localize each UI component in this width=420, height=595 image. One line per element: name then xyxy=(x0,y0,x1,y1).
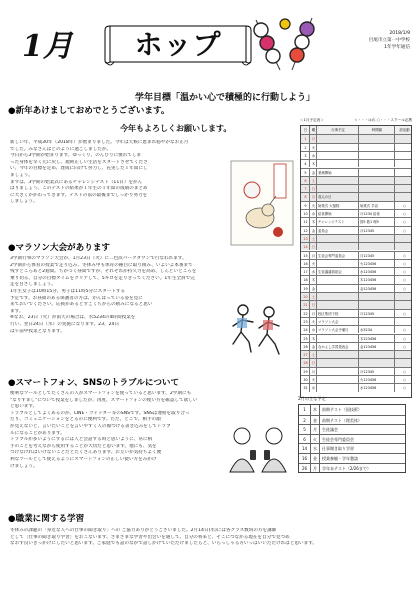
calendar-cell xyxy=(316,301,358,308)
body-line: に大きくかかわってきます。テストの前の最後までしっかり努力を xyxy=(10,192,148,198)
calendar-cell: 金 xyxy=(309,169,316,176)
calendar-cell: 26 xyxy=(303,344,308,349)
body-line: しましょう。 xyxy=(10,199,38,205)
calendar-cell xyxy=(358,177,394,184)
calendar-cell: 金 xyxy=(309,227,316,234)
calendar-cell: なかよし学習発表会 xyxy=(316,343,358,350)
calendar-cell xyxy=(316,135,358,142)
calendar-row xyxy=(301,334,411,342)
calendar-cell xyxy=(316,185,358,192)
calendar-cell: 国5 数1 理5 xyxy=(358,218,394,225)
body-line: たり、コミュニケーションをとるのに便利です。ただ、どこで、相手の顔 xyxy=(10,417,161,423)
body-line: 乗り切る、自分の目標タイムをクリアして、5キロを走りきってください。1年生全員で完 xyxy=(10,275,195,281)
body-line: 予定です。お昼間のある保護者の方は、がんばっている姿を見に xyxy=(10,295,143,301)
calendar-cell: 火123456 xyxy=(358,260,394,267)
calendar-cell: 17 xyxy=(303,270,308,275)
calendar-cell: 給食開始 xyxy=(316,210,358,217)
calendar-row xyxy=(301,134,411,142)
calendar-cell: 木 xyxy=(309,160,316,167)
calendar-cell xyxy=(358,359,394,366)
calendar-row xyxy=(301,300,411,308)
calendar-row xyxy=(301,242,411,250)
body-line: 今日から3学期が始まります。ゆっくり、のんびりに慣れてしま xyxy=(10,153,142,159)
calendar-row xyxy=(301,358,411,366)
body-line: として［仕事の聞き取り学習］をおこないます。さまざまな学習や出会いを通して、自分の将来と、そこにつながる現在を自分で見つめ xyxy=(10,534,290,540)
calendar-cell xyxy=(316,260,358,267)
school-name: 目尾市立第一中学校 xyxy=(368,38,410,43)
calendar-cell: 金123456 xyxy=(358,285,394,292)
schedule-cell: 月 xyxy=(311,464,320,473)
schedule-cell: 学年末テスト（2/26まで） xyxy=(322,465,371,471)
calendar-cell: 4 xyxy=(304,162,307,167)
body-line: 走を目ざしましょう。 xyxy=(10,282,56,288)
issue-date: 2018/1/9 xyxy=(389,31,410,36)
calendar-cell xyxy=(358,235,394,242)
calendar-cell: 水123456 xyxy=(358,384,394,391)
calendar-cell xyxy=(358,301,394,308)
calendar-row xyxy=(301,209,411,217)
february-schedule-title: 2月の主な予定 xyxy=(298,396,326,401)
body-line: い。今年の目標を定め、達成に向けて努力し、充実した１年間にし xyxy=(10,166,148,172)
calendar-cell: 13 xyxy=(303,236,308,241)
calendar-cell xyxy=(316,351,358,358)
calendar-cell: ○ xyxy=(394,252,413,259)
calendar-cell xyxy=(358,135,394,142)
calendar-row xyxy=(301,309,411,317)
calendar-cell xyxy=(316,293,358,300)
schedule-cell: 金 xyxy=(311,416,320,425)
calendar-cell xyxy=(394,152,413,159)
body-line: なおす良いきっかけにしたいと思います。ご家庭でも話のなかで話しかけていただけましたらと、いらっしゃる方いっぱいいただければと思います。 xyxy=(10,541,318,547)
calendar-cell: ○ xyxy=(394,384,413,391)
body-line: ルになることがあります。 xyxy=(10,430,65,436)
body-line: った身体を早く元に戻し、規則正しい生活をスタートさせてくださ xyxy=(10,159,148,165)
calendar-cell xyxy=(394,359,413,366)
schedule-cell: 5 xyxy=(299,425,311,434)
calendar-header-row xyxy=(301,126,411,134)
schedule-cell: 2 xyxy=(299,416,311,425)
body-line: と思います。 xyxy=(10,404,38,410)
calendar-cell: 月 xyxy=(309,310,316,317)
calendar-row xyxy=(301,159,411,167)
calendar-row xyxy=(301,367,411,375)
calendar-cell xyxy=(358,144,394,151)
calendar-cell: 水123456 xyxy=(358,268,394,275)
calendar-cell xyxy=(394,160,413,167)
calendar-cell: 27 xyxy=(303,353,308,358)
calendar-row xyxy=(301,342,411,350)
calendar-cell: 日 xyxy=(309,301,316,308)
career-body xyxy=(10,528,414,548)
body-line: 3学期行事のマラソン大会が、1月23日（火）に二色浜パークタウンで行なわれます。 xyxy=(10,256,187,261)
calendar-cell: 28 xyxy=(303,361,308,366)
calendar-row xyxy=(301,325,411,333)
calendar-row xyxy=(301,143,411,151)
calendar-row xyxy=(301,176,411,184)
calendar-cell xyxy=(316,359,358,366)
calendar-cell: 25 xyxy=(303,336,308,341)
calendar-cell xyxy=(358,169,394,176)
calendar-cell xyxy=(394,351,413,358)
calendar-cell: 水 xyxy=(309,268,316,275)
calendar-cell: 20 xyxy=(303,295,308,299)
calendar-cell: 22 xyxy=(303,311,308,316)
schedule-cell: 26 xyxy=(299,464,311,473)
new-year-card-illustration xyxy=(230,160,294,246)
calendar-cell: 土 xyxy=(309,351,316,358)
schedule-cell: 14 xyxy=(299,444,311,453)
calendar-cell: 土 xyxy=(309,177,316,184)
calendar-cell: ○ xyxy=(394,276,413,283)
issue-month: 1月 xyxy=(22,29,73,64)
calendar-cell xyxy=(394,243,413,250)
schedule-cell: 前期テスト（理美体） xyxy=(322,417,362,423)
body-line: 行い、翌日24日（水）の実施になります。23、24日 xyxy=(10,321,120,327)
calendar-cell: 水 xyxy=(309,326,316,333)
grade-motto: 学年目標「温かい心で積極的に行動しよう」 xyxy=(134,93,315,103)
smartphone-heading: ●スマートフォン、SNSのトラブルについて xyxy=(8,378,180,388)
body-line: 2学期から体育の授業で走り込み、冬休み中も体育の種目に取り組み、いよいよ本番まで xyxy=(10,262,193,268)
calendar-row xyxy=(301,317,411,325)
newsletter-title: ホップ xyxy=(134,28,222,61)
calendar-cell xyxy=(316,243,358,250)
calendar-row xyxy=(301,383,411,391)
calendar-cell: 月12345 xyxy=(358,252,394,259)
calendar-row xyxy=(301,275,411,283)
calendar-cell xyxy=(358,351,394,358)
calendar-cell: 水 xyxy=(309,384,316,391)
schedule-cell: 6 xyxy=(299,435,311,444)
schedule-cell: 月 xyxy=(311,425,320,434)
schedule-row xyxy=(299,434,405,444)
calendar-cell: 24 xyxy=(303,328,308,333)
calendar-row xyxy=(301,375,411,383)
schedule-row xyxy=(299,443,405,453)
calendar-cell xyxy=(394,301,413,308)
calendar-cell: 金 xyxy=(309,343,316,350)
calendar-cell: 木123456 xyxy=(358,276,394,283)
body-line: でした。みなさんはどのように過ごしましたか。 xyxy=(10,146,112,152)
schedule-cell: 水 xyxy=(311,444,320,453)
schedule-cell: 木 xyxy=(311,405,320,415)
calendar-header-cell: 行事予定 xyxy=(316,126,358,134)
calendar-cell xyxy=(316,376,358,383)
calendar-cell xyxy=(316,144,358,151)
calendar-cell: 12 xyxy=(303,228,308,233)
calendar-cell xyxy=(394,293,413,300)
calendar-cell: ○ xyxy=(394,368,413,375)
calendar-cell: 木 xyxy=(309,335,316,342)
calendar-cell: 木123456 xyxy=(358,335,394,342)
runners-illustration xyxy=(225,300,295,362)
calendar-cell: 日 xyxy=(309,243,316,250)
schedule-cell: 火 xyxy=(311,435,320,444)
calendar-cell xyxy=(358,243,394,250)
calendar-cell: 16 xyxy=(303,261,308,266)
calendar-row xyxy=(301,259,411,267)
calendar-cell: マラソン大会 xyxy=(316,318,358,325)
calendar-cell: ○ xyxy=(394,326,413,333)
body-line: 残すところあと2週間。ちかづく昼間ですが、それぞれが持久力を高め、しんどいところを xyxy=(10,269,197,275)
calendar-cell: 土 xyxy=(309,293,316,300)
calendar-cell: 18 xyxy=(303,278,308,283)
calendar-cell: ○ xyxy=(394,310,413,317)
calendar-cell: 19 xyxy=(303,286,308,291)
body-line: ばりましょう。このテストの結果が１年生の１年間の成績のまとめ xyxy=(10,186,148,192)
calendar-cell: 木 xyxy=(309,218,316,225)
calendar-cell: 14 xyxy=(303,245,308,250)
calendar-cell: 8 xyxy=(304,195,307,200)
calendar-cell: ○ xyxy=(394,335,413,342)
body-line: トラブルとしてよくあるのが、LINE・ツイッター等のSNSです。SNSは連絡を取り合っ xyxy=(10,410,190,416)
calendar-cell xyxy=(316,384,358,391)
calendar-row xyxy=(301,350,411,358)
calendar-cell: 日 xyxy=(309,359,316,366)
calendar-cell xyxy=(316,235,358,242)
january-calendar xyxy=(300,125,412,398)
calendar-cell: 校区集団下校 xyxy=(316,310,358,317)
calendar-header-cell: 部活動 xyxy=(394,126,413,134)
schedule-row xyxy=(299,453,405,463)
calendar-cell xyxy=(358,318,394,325)
newyear-heading: ●新年あけましておめでとうございます。 xyxy=(8,106,170,116)
calendar-cell: チャレンジテスト xyxy=(316,218,358,225)
body-line: トラブルが多いようにするには人と会話する時と思いように、常に相 xyxy=(10,437,153,443)
calendar-caption xyxy=(300,118,412,123)
calendar-cell: 7 xyxy=(304,187,307,192)
schedule-cell: 授業参観・学年懇談 xyxy=(322,455,358,461)
calendar-cell: 金 xyxy=(309,285,316,292)
calendar-cell xyxy=(316,152,358,159)
smartphone-users-illustration xyxy=(226,424,292,476)
calendar-cell: 21 xyxy=(303,303,308,308)
calendar-cell: 業務開始 xyxy=(316,169,358,176)
body-line: 便利なツールとしてたくさんの人がスマートフォンを使っていると思います。2学期にも xyxy=(10,391,192,396)
schedule-row xyxy=(299,405,405,415)
schedule-row xyxy=(299,415,405,425)
calendar-cell: 委員会 xyxy=(316,227,358,234)
body-line: は午前中授業となります。 xyxy=(10,328,65,334)
calendar-cell: 月 xyxy=(309,193,316,200)
calendar-cell: 3 xyxy=(304,153,307,158)
calendar-row xyxy=(301,192,411,200)
calendar-cell: 31 xyxy=(303,386,308,391)
calendar-row xyxy=(301,217,411,225)
header-info xyxy=(340,30,410,51)
calendar-cell xyxy=(358,293,394,300)
publisher-name: 1年学年通信 xyxy=(384,45,410,50)
body-line: 冬休みの課題の「身近な人への仕事の聞き取り」への ご協力ありがとうございました。2月14日(水)には各クラス数班の方を講師 xyxy=(10,528,277,533)
calendar-row xyxy=(301,234,411,242)
calendar-cell xyxy=(358,185,394,192)
body-line: ましょう。 xyxy=(10,172,33,178)
calendar-cell: 月 xyxy=(309,368,316,375)
calendar-cell: 1 xyxy=(304,137,307,142)
calendar-row xyxy=(301,267,411,275)
calendar-cell xyxy=(394,185,413,192)
calendar-cell: 30 xyxy=(303,378,308,382)
calendar-cell: ○ xyxy=(394,202,413,209)
calendar-cell: ○ xyxy=(394,218,413,225)
calendar-cell: 6 xyxy=(304,178,307,183)
calendar-caption-right: ☆・・・はれ ○・・・スクール必携 xyxy=(354,118,412,122)
calendar-cell xyxy=(394,135,413,142)
calendar-cell: 火 xyxy=(309,318,316,325)
calendar-cell: 9 xyxy=(304,203,307,208)
calendar-cell xyxy=(358,152,394,159)
calendar-cell: 火123456 xyxy=(358,376,394,383)
calendar-cell xyxy=(394,144,413,151)
schedule-row xyxy=(299,424,405,434)
calendar-cell: 月 xyxy=(309,252,316,259)
calendar-cell xyxy=(316,368,358,375)
calendar-cell xyxy=(358,160,394,167)
calendar-row xyxy=(301,251,411,259)
calendar-cell: ○ xyxy=(394,260,413,267)
marathon-heading: ●マラソン大会があります xyxy=(8,243,111,253)
calendar-row xyxy=(301,201,411,209)
body-line: が見えないと、言いたいことを言いやすく人の傷つける書き込みをしてトラブ xyxy=(10,423,171,429)
calendar-header-cell: 曜 xyxy=(309,126,316,134)
body-line: 1年生女子は10時15分、男子は11時5分にスタートする xyxy=(10,288,126,294)
calendar-row xyxy=(301,292,411,300)
calendar-cell: 11 xyxy=(303,220,308,225)
body-line: つけなければいけないことだとたくさんあります。お互いが気持ちよく便 xyxy=(10,450,162,456)
calendar-cell: 火 xyxy=(309,260,316,267)
calendar-cell: 月12345 xyxy=(358,227,394,234)
calendar-cell: 月12345 xyxy=(358,368,394,375)
calendar-cell: 水5234 xyxy=(358,326,394,333)
calendar-cell xyxy=(316,160,358,167)
calendar-cell: 月1234 給食 xyxy=(358,210,394,217)
calendar-cell: 水 xyxy=(309,210,316,217)
body-line: 来ておいでください。応援があるとすごくちからの励みになると思い xyxy=(10,302,153,308)
body-line: 新しい年、平成30年（2018年）が始まりました。今年は天候に恵まれ穏やかなお正月 xyxy=(10,140,189,145)
dango-sweets-illustration xyxy=(250,10,322,74)
calendar-cell: 29 xyxy=(303,369,308,374)
schedule-cell: 1 xyxy=(299,405,311,415)
calendar-cell xyxy=(316,335,358,342)
body-line: ます。 xyxy=(10,308,24,314)
calendar-cell xyxy=(358,193,394,200)
calendar-row xyxy=(301,284,411,292)
calendar-row xyxy=(301,168,411,176)
calendar-cell: 生徒議議員総会 xyxy=(316,268,358,275)
body-line: 手のことを考えながら使用することが大切だと思います。他にも、気を xyxy=(10,443,157,449)
calendar-cell: 土 xyxy=(309,235,316,242)
calendar-cell: 2 xyxy=(304,145,307,150)
body-line: 利なツールとして使えるようにスマートフォンの正しい使い方をみがけ xyxy=(10,456,157,462)
calendar-cell: 火 xyxy=(309,202,316,209)
calendar-cell: 始業式 大掃除 xyxy=(316,202,358,209)
calendar-cell: ○ xyxy=(394,227,413,234)
newyear-subheading: 今年もよろしくお願いします。 xyxy=(120,124,232,133)
career-heading: ●職業に関する学習 xyxy=(8,514,85,524)
calendar-cell: 成人の日 xyxy=(316,193,358,200)
calendar-cell xyxy=(316,276,358,283)
calendar-cell xyxy=(316,285,358,292)
schedule-cell: 生徒会専門委員会 xyxy=(322,436,354,442)
calendar-cell xyxy=(316,177,358,184)
calendar-row xyxy=(301,151,411,159)
calendar-cell: 火 xyxy=(309,376,316,383)
calendar-cell: 15 xyxy=(303,253,308,258)
calendar-cell xyxy=(394,318,413,325)
calendar-cell: ○ xyxy=(394,343,413,350)
calendar-cell: 月 xyxy=(309,135,316,142)
calendar-cell: 水 xyxy=(309,152,316,159)
schedule-cell: 16 xyxy=(299,454,311,463)
schedule-cell: 仕事聞き取り学習 xyxy=(322,446,354,452)
calendar-cell xyxy=(394,235,413,242)
calendar-header-cell: 日 xyxy=(303,128,308,132)
schedule-cell: 金 xyxy=(311,454,320,463)
calendar-cell: 木 xyxy=(309,276,316,283)
body-line: "なりすまし"について授業をしましたが、再度、スマートフォンの使い方を確認して欲しい xyxy=(10,397,198,403)
body-line: まずは、3学期の始業式にあるチャレンジテスト（11日）をがん xyxy=(10,179,143,185)
calendar-cell: ○ xyxy=(394,210,413,217)
calendar-row xyxy=(301,226,411,234)
calendar-header-cell: 時間割 xyxy=(358,126,394,134)
calendar-cell: 10 xyxy=(303,212,308,216)
body-line: ※なお、23日（火）が雨天の場合は、水5234の4時間授業を xyxy=(10,315,136,321)
calendar-cell: 火 xyxy=(309,144,316,151)
schedule-row xyxy=(299,463,405,473)
calendar-cell: マラソン大会予備日 xyxy=(316,326,358,333)
february-schedule-table xyxy=(298,404,406,473)
body-line: けましょう。 xyxy=(10,463,38,469)
calendar-cell xyxy=(394,169,413,176)
schedule-cell: 生徒議会 xyxy=(322,427,338,433)
calendar-cell: 日 xyxy=(309,185,316,192)
calendar-cell: 生徒会専門委員会 xyxy=(316,252,358,259)
calendar-row xyxy=(301,184,411,192)
calendar-cell: 始業式 学活 xyxy=(358,202,394,209)
calendar-caption-left: ＜1月予定表＞ xyxy=(300,118,324,122)
calendar-cell: ○ xyxy=(394,285,413,292)
calendar-cell: 23 xyxy=(303,319,308,324)
calendar-cell: ○ xyxy=(394,268,413,275)
calendar-cell xyxy=(394,177,413,184)
schedule-cell: 前期テスト（国技術） xyxy=(322,407,362,412)
calendar-cell: 金123456 xyxy=(358,343,394,350)
calendar-cell: 月12345 xyxy=(358,310,394,317)
calendar-cell xyxy=(394,193,413,200)
calendar-cell: ○ xyxy=(394,376,413,383)
calendar-cell: 5 xyxy=(304,170,307,175)
